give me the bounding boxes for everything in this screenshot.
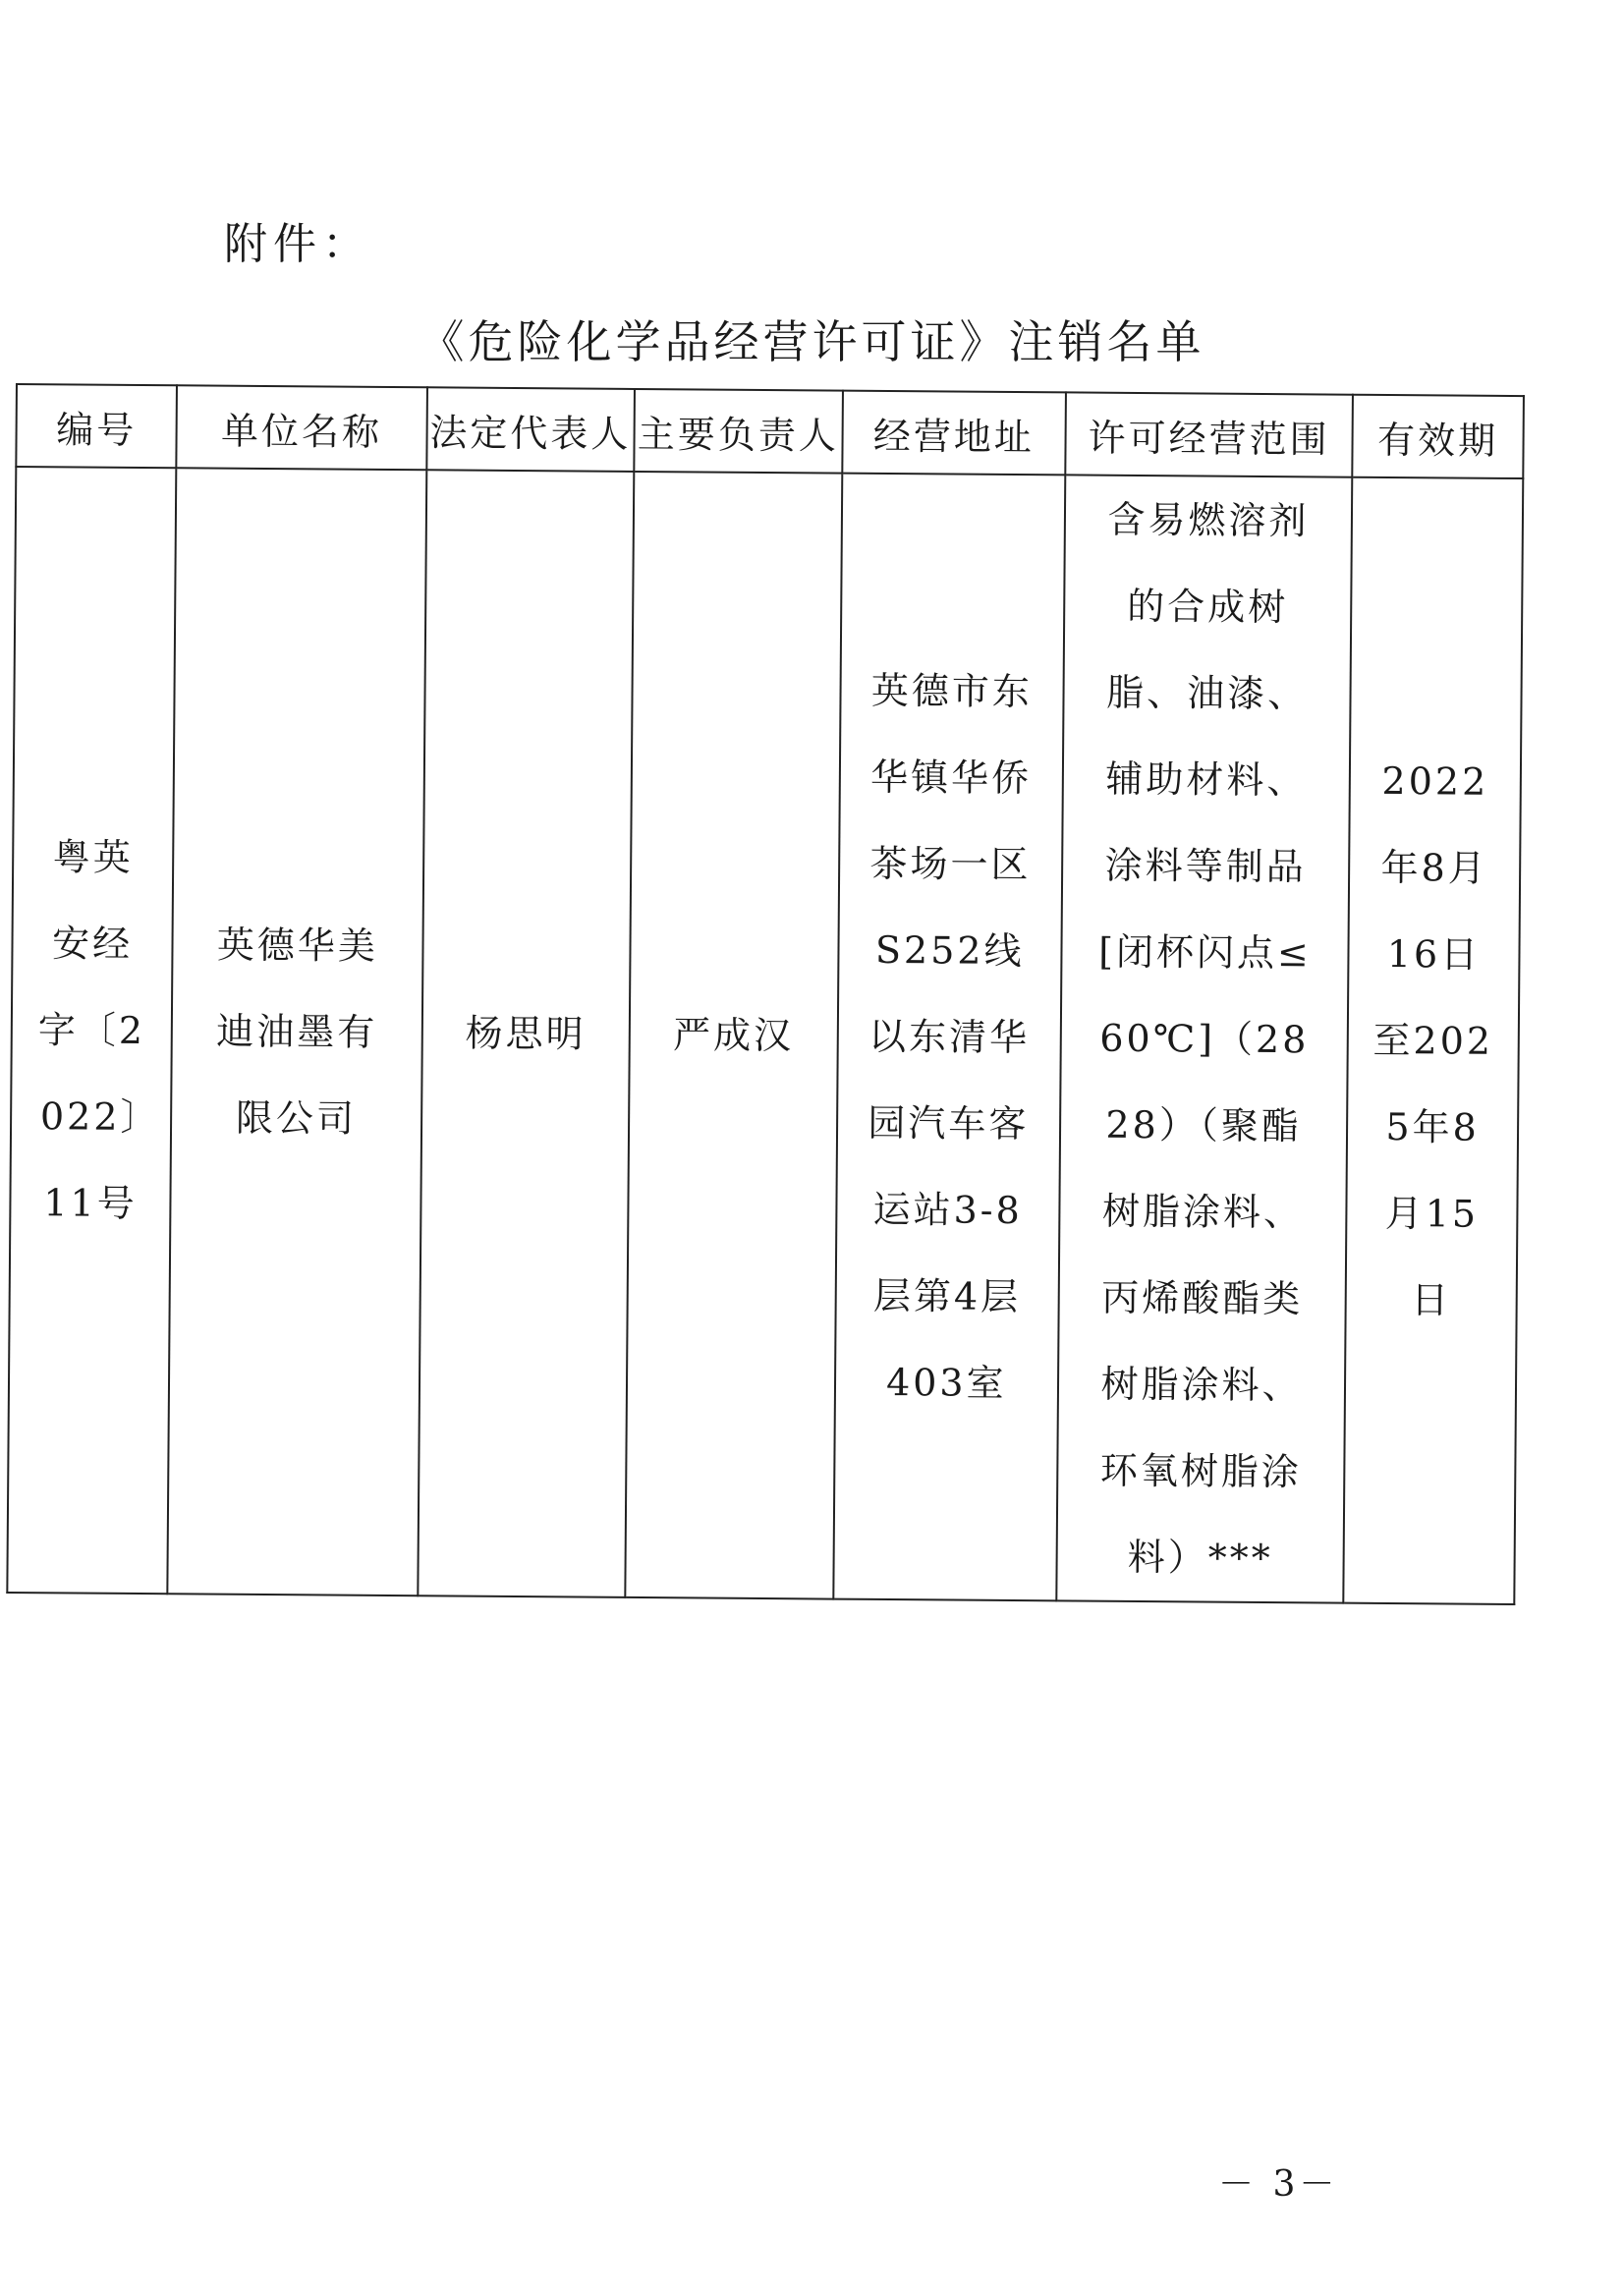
document-title: 《危险化学品经营许可证》注销名单 (419, 315, 1205, 368)
address-text: 英德市东华镇华侨茶场一区S252线以东清华园汽车客运站3-8层第4层403室 (868, 668, 1034, 1405)
cell-number (7, 467, 176, 1594)
validity-text: 2022年8月16日至2025年8月15日 (1372, 758, 1494, 1322)
page-number: － 3－ (1218, 2164, 1339, 2205)
header-address: 经营地址 (842, 391, 1066, 476)
cell-principal (625, 472, 841, 1599)
header-company: 单位名称 (176, 385, 426, 470)
cell-scope (1056, 475, 1352, 1602)
cell-address (833, 474, 1066, 1601)
legal-rep-text: 杨思明 (465, 1011, 587, 1056)
scope-text: 含易燃溶剂的合成树脂、油漆、辅助材料、涂料等制品[闭杯闪点≤60℃]（2828）（聚酯树脂涂料、丙烯酸酯类树脂涂料、环氧树脂涂料）*** (1098, 497, 1313, 1581)
cell-company (167, 468, 425, 1595)
header-legal-rep: 法定代表人 (426, 387, 635, 472)
table-row (7, 467, 1523, 1604)
header-principal: 主要负责人 (634, 389, 842, 474)
cell-validity (1343, 477, 1523, 1604)
table-header-row (16, 384, 1524, 478)
header-number: 编号 (16, 384, 177, 468)
cancellation-table (6, 383, 1525, 1605)
attachment-label: 附件： (224, 219, 371, 269)
header-scope: 许可经营范围 (1065, 392, 1353, 476)
principal-text: 严成汉 (672, 1013, 795, 1058)
company-text: 英德华美迪油墨有限公司 (215, 923, 379, 1141)
number-text: 粤英安经字〔2022〕11号 (37, 835, 146, 1225)
cell-legal-rep (418, 470, 634, 1597)
header-validity: 有效期 (1352, 395, 1524, 478)
